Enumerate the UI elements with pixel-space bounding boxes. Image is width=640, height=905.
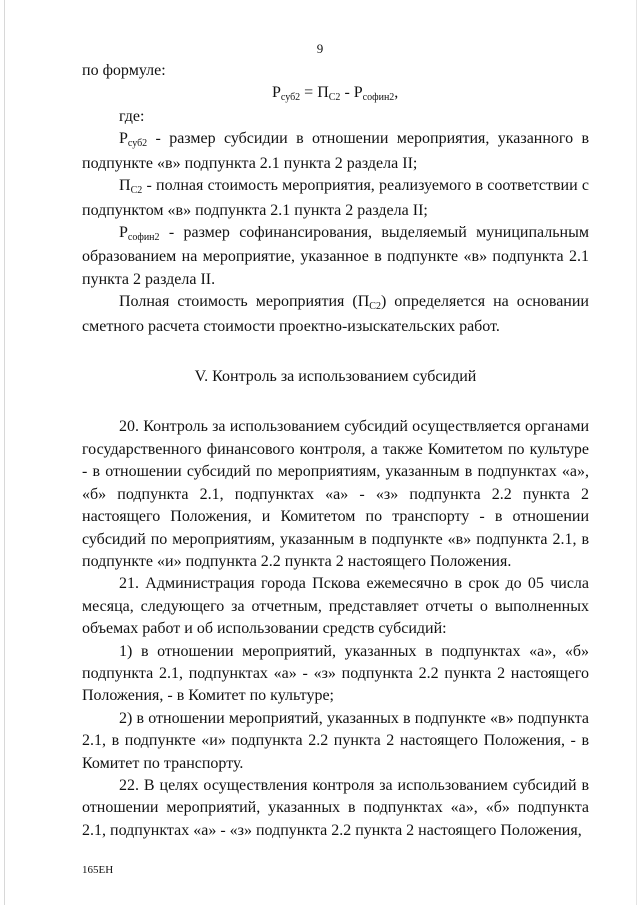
formula-p: П	[317, 84, 329, 101]
formula-eq: =	[300, 84, 318, 101]
paragraph-22: 22. В целях осуществления контроля за использованием субсидий в отношении мероприятий, указанных в подпунктах «а», «б» подпункта 2.1, подпунктах «а» - «з» подпункта 2.2 пункта 2 настоящего Положения,	[82, 776, 589, 839]
definition-text: - размер субсидии в отношении мероприятия, указанного в подпункте «в» подпункта 2.1 пункта 2 раздела II;	[82, 130, 589, 172]
full-cost-before: Полная стоимость мероприятия (П	[119, 293, 370, 311]
body-text	[82, 106, 589, 842]
definition	[82, 128, 589, 175]
formula-tail: ,	[394, 84, 399, 101]
definition-symbol-sub: С2	[130, 185, 143, 197]
formula-r-sub: софин2	[362, 92, 395, 103]
definition-symbol: Р	[119, 130, 128, 148]
formula-p-sub: С2	[328, 92, 341, 103]
definition-text: - размер софинансирования, выделяемый муниципальным образованием на мероприятие, указанное в подпункте «в» подпункта 2.1 пункта 2 раздела II.	[82, 224, 589, 288]
definition	[82, 175, 589, 222]
formula-lhs-sub: суб2	[280, 92, 301, 103]
definition-symbol-sub: софин2	[127, 232, 160, 244]
where-label: где:	[119, 108, 145, 125]
definition-symbol: Р	[119, 224, 128, 242]
paragraph-21: 21. Администрация города Пскова ежемесячно в срок до 05 числа месяца, следующего за отчетным, представляет отчеты о выполненных объемах работ и об использовании средств субсидий:	[82, 575, 589, 638]
paragraph-21-item-2: 2) в отношении мероприятий, указанных в подпункте «в» подпункта 2.1, в подпункте «и» подпункта 2.2 пункта 2 настоящего Положения, - в Комитет по транспорту.	[82, 709, 589, 772]
full-cost-after: ) определяется на основании сметного расчета стоимости проектно-изыскательских работ.	[82, 293, 589, 335]
formula-lhs: Р	[272, 84, 281, 101]
page-number: 9	[316, 41, 324, 56]
page-edge-left	[4, 0, 5, 905]
page-edge-right	[636, 0, 637, 905]
formula-intro: по формуле:	[82, 62, 166, 79]
formula	[272, 84, 398, 102]
definition-symbol-sub: суб2	[127, 138, 148, 150]
footer-code: 165ЕН	[82, 864, 114, 876]
section-heading: V. Контроль за использованием субсидий	[194, 368, 477, 386]
definition-text: - полная стоимость мероприятия, реализуемого в соответствии с подпунктом «в» подпункта 2.1 пункта 2 раздела II;	[82, 177, 589, 219]
paragraph-21-item-1: 1) в отношении мероприятий, указанных в подпунктах «а», «б» подпункта 2.1, подпунктах «а» - «з» подпункта 2.2 пункта 2 настоящего Положения, - в Комитет по культуре;	[82, 642, 589, 705]
full-cost-sub: С2	[369, 301, 381, 313]
definition	[82, 222, 589, 291]
paragraph-20: 20. Контроль за использованием субсидий осуществляется органами государственного финансового контроля, а также Комитетом по культуре - в отношении субсидий по мероприятиям, указанным в подпунктах «а», «б» подпункта 2.1, подпунктах «а» - «з» подпункта 2.2 пункта 2 настоящего Положения, и Комитетом по транспорту - в отношении субсидий по мероприятиям, указанным в подпункте «в» подпункта 2.1, в подпункте «и» подпункта 2.2 пункта 2 настоящего Положения.	[82, 418, 589, 570]
definition-symbol: П	[119, 177, 131, 195]
formula-minus: -	[340, 84, 354, 101]
formula-r: Р	[353, 84, 363, 101]
full-cost-paragraph	[82, 291, 589, 338]
